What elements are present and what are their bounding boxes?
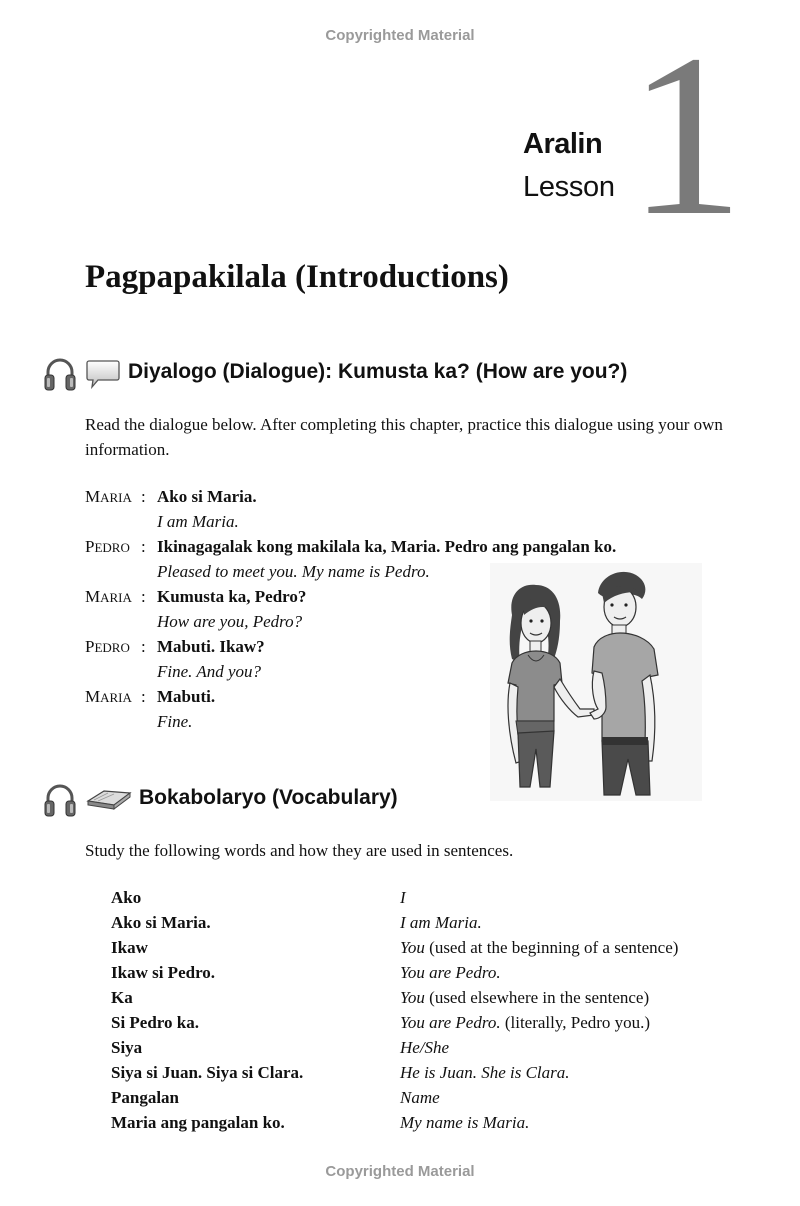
vocab-tagalog: Ikaw: [111, 938, 148, 957]
speaker-name: PEDRO: [85, 537, 130, 556]
vocab-tagalog: Ako si Maria.: [111, 913, 211, 932]
speaker-name: PEDRO: [85, 637, 130, 656]
vocab-tagalog: Maria ang pangalan ko.: [111, 1113, 285, 1132]
speaker-name: MARIA: [85, 687, 132, 706]
dialogue-english: How are you, Pedro?: [157, 612, 303, 631]
dialogue-english: Fine.: [157, 712, 193, 731]
dialogue-tagalog: Kumusta ka, Pedro?: [157, 587, 307, 606]
vocab-tagalog: Siya: [111, 1038, 143, 1057]
chapter-label-english: Lesson: [523, 171, 615, 203]
vocab-english: Name: [400, 1088, 440, 1107]
dialogue-heading: Diyalogo (Dialogue): Kumusta ka? (How are you?): [128, 360, 628, 383]
speech-bubble-icon: [86, 359, 120, 394]
vocab-english: You are Pedro.: [400, 963, 501, 982]
vocab-english: My name is Maria.: [400, 1113, 530, 1132]
vocab-tagalog: Si Pedro ka.: [111, 1013, 200, 1032]
dialogue-instructions: Read the dialogue below. After completing this chapter, practice this dialogue using your own information.: [85, 415, 723, 459]
dialogue-tagalog: Ikinagagalak kong makilala ka, Maria. Pedro ang pangalan ko.: [157, 537, 617, 556]
vocab-english: You (used at the beginning of a sentence): [400, 938, 679, 957]
headphones-icon: [44, 356, 76, 397]
vocab-english: He/She: [400, 1038, 450, 1057]
vocab-english: I: [400, 888, 406, 907]
vocab-english: He is Juan. She is Clara.: [400, 1063, 570, 1082]
chapter-number: 1: [628, 7, 744, 264]
dialogue-tagalog: Ako si Maria.: [157, 487, 257, 506]
vocab-tagalog: Ako: [111, 888, 142, 907]
headphones-icon: [44, 782, 76, 823]
dialogue-tagalog: Mabuti. Ikaw?: [157, 637, 265, 656]
vocab-tagalog: Siya si Juan. Siya si Clara.: [111, 1063, 304, 1082]
vocabulary-instructions: Study the following words and how they are used in sentences.: [85, 841, 514, 860]
handshake-illustration: [490, 563, 702, 806]
watermark-bottom: Copyrighted Material: [325, 1163, 475, 1180]
dialogue-english: Fine. And you?: [157, 662, 262, 681]
speaker-name: MARIA: [85, 487, 132, 506]
chapter-label-tagalog: Aralin: [523, 128, 603, 160]
book-icon: [86, 785, 132, 816]
vocabulary-heading: Bokabolaryo (Vocabulary): [139, 786, 398, 809]
vocab-english: I am Maria.: [400, 913, 482, 932]
vocab-english: You are Pedro. (literally, Pedro you.): [400, 1013, 651, 1032]
page-title: Pagpapakilala (Introductions): [85, 259, 509, 295]
dialogue-english: I am Maria.: [157, 512, 239, 531]
vocab-tagalog: Ka: [111, 988, 133, 1007]
vocab-tagalog: Ikaw si Pedro.: [111, 963, 216, 982]
vocab-english: You (used elsewhere in the sentence): [400, 988, 650, 1007]
dialogue-english: Pleased to meet you. My name is Pedro.: [157, 562, 430, 581]
vocab-tagalog: Pangalan: [111, 1088, 180, 1107]
speaker-name: MARIA: [85, 587, 132, 606]
watermark-top: Copyrighted Material: [325, 27, 475, 44]
dialogue-tagalog: Mabuti.: [157, 687, 216, 706]
